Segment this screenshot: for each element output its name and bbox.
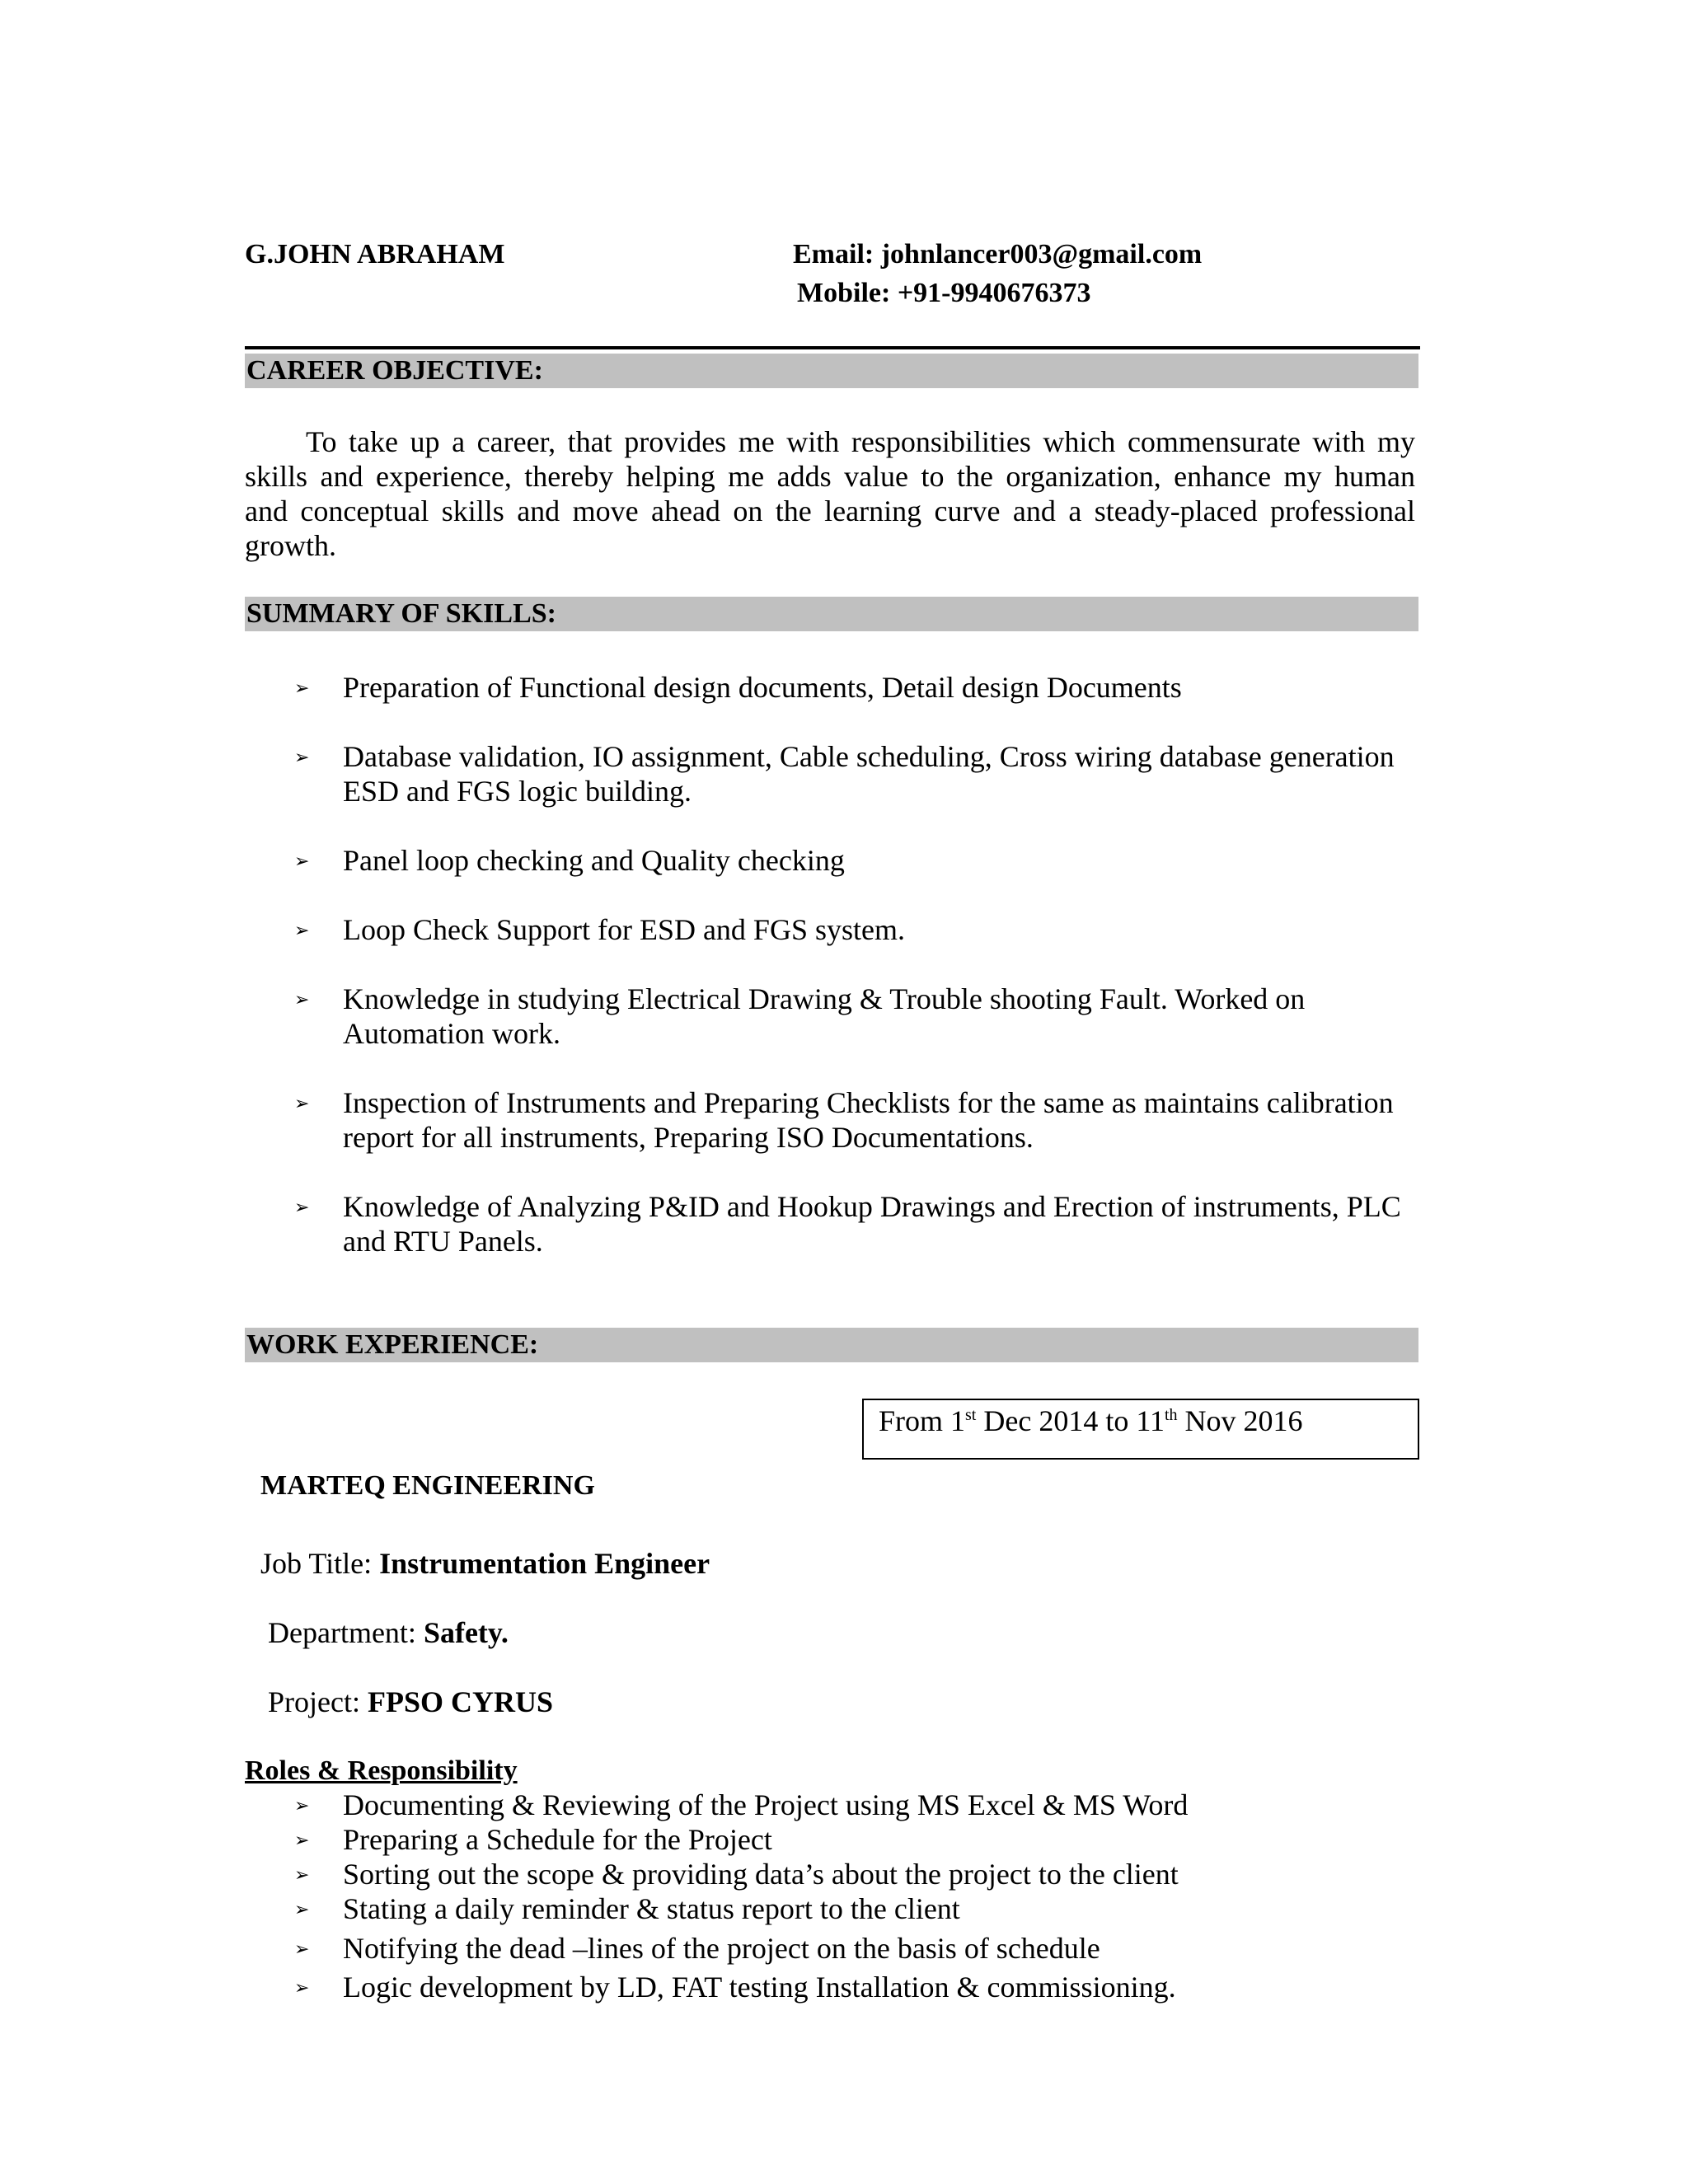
skill-item-continued: report for all instruments, Preparing ISO Documentations. — [343, 1121, 1034, 1154]
arrowhead-bullet-icon: ➢ — [294, 1796, 310, 1816]
skill-item: Knowledge in studying Electrical Drawing & Trouble shooting Fault. Worked on — [343, 982, 1306, 1015]
roles-heading: Roles & Responsibility — [245, 1755, 518, 1786]
mobile-line — [797, 276, 1091, 311]
employment-date-range: From 1st Dec 2014 to 11th Nov 2016 — [862, 1399, 1419, 1460]
header-divider — [245, 346, 1420, 349]
skill-item: Loop Check Support for ESD and FGS system. — [343, 913, 905, 946]
section-heading-work-experience: WORK EXPERIENCE: — [245, 1328, 1418, 1362]
role-item: Logic development by LD, FAT testing Installation & commissioning. — [343, 1971, 1176, 2004]
section-heading-career-objective: CAREER OBJECTIVE: — [245, 354, 1418, 388]
objective-line: skills and experience, thereby helping me adds value to the organization, enhance my human — [245, 460, 1415, 493]
role-item: Sorting out the scope & providing data’s about the project to the client — [343, 1858, 1179, 1891]
skill-item-continued: ESD and FGS logic building. — [343, 775, 692, 808]
skill-item-continued: and RTU Panels. — [343, 1225, 543, 1258]
email-line — [793, 237, 1202, 272]
mobile-label: Mobile: — [797, 278, 891, 308]
job-title-value: Instrumentation Engineer — [379, 1547, 710, 1580]
job-title — [260, 1546, 710, 1581]
arrowhead-bullet-icon: ➢ — [294, 1978, 310, 1999]
department — [268, 1615, 509, 1650]
role-item: Preparing a Schedule for the Project — [343, 1823, 772, 1856]
role-item: Documenting & Reviewing of the Project using MS Excel & MS Word — [343, 1788, 1189, 1821]
arrowhead-bullet-icon: ➢ — [294, 1197, 310, 1218]
objective-line: and conceptual skills and move ahead on the learning curve and a steady-placed professional — [245, 494, 1415, 527]
career-objective-text — [245, 424, 1415, 563]
skill-item: Panel loop checking and Quality checking — [343, 844, 845, 877]
mobile-number: +91-9940676373 — [897, 278, 1091, 308]
department-label: Department: — [268, 1616, 424, 1649]
arrowhead-bullet-icon: ➢ — [294, 990, 310, 1010]
role-item: Notifying the dead –lines of the project on the basis of schedule — [343, 1932, 1100, 1965]
role-item: Stating a daily reminder & status report to the client — [343, 1892, 960, 1925]
candidate-name: G.JOHN ABRAHAM — [245, 239, 505, 269]
job-title-label: Job Title: — [260, 1547, 380, 1580]
arrowhead-bullet-icon: ➢ — [294, 1900, 310, 1920]
arrowhead-bullet-icon: ➢ — [294, 921, 310, 941]
department-value: Safety. — [423, 1616, 509, 1649]
arrowhead-bullet-icon: ➢ — [294, 1865, 310, 1886]
section-heading-summary-of-skills: SUMMARY OF SKILLS: — [245, 597, 1418, 631]
email-address[interactable]: johnlancer003@gmail.com — [880, 239, 1203, 269]
arrowhead-bullet-icon: ➢ — [294, 851, 310, 872]
arrowhead-bullet-icon: ➢ — [294, 748, 310, 768]
skill-item-continued: Automation work. — [343, 1017, 560, 1050]
arrowhead-bullet-icon: ➢ — [294, 1830, 310, 1851]
skill-item: Database validation, IO assignment, Cable scheduling, Cross wiring database generation — [343, 740, 1395, 773]
project — [268, 1685, 553, 1719]
skill-item: Knowledge of Analyzing P&ID and Hookup Drawings and Erection of instruments, PLC — [343, 1190, 1401, 1223]
skill-item: Inspection of Instruments and Preparing Checklists for the same as maintains calibration — [343, 1086, 1394, 1119]
arrowhead-bullet-icon: ➢ — [294, 1094, 310, 1114]
company-name: MARTEQ ENGINEERING — [260, 1470, 595, 1501]
arrowhead-bullet-icon: ➢ — [294, 1939, 310, 1960]
email-label: Email: — [793, 239, 874, 269]
objective-line: To take up a career, that provides me with responsibilities which commensurate with my — [306, 425, 1415, 458]
skill-item: Preparation of Functional design documents, Detail design Documents — [343, 671, 1182, 704]
project-label: Project: — [268, 1685, 368, 1718]
project-value: FPSO CYRUS — [367, 1685, 554, 1718]
objective-line: growth. — [245, 529, 336, 562]
arrowhead-bullet-icon: ➢ — [294, 678, 310, 699]
